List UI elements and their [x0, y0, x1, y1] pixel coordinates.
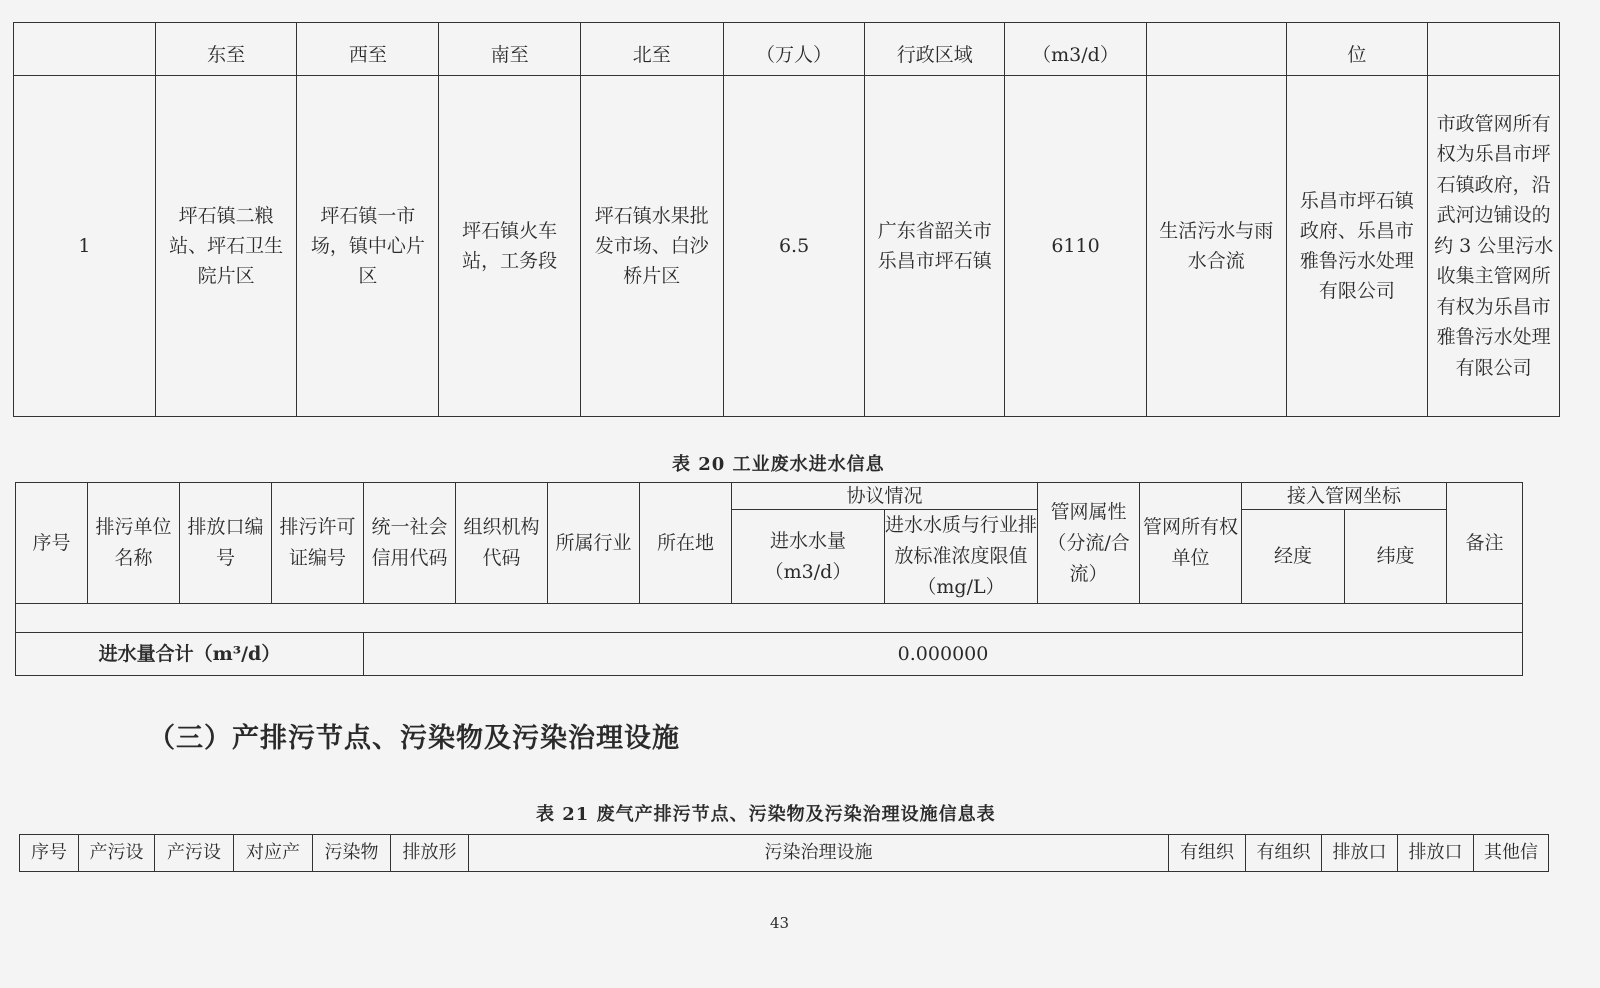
header-north: 北至 — [580, 23, 723, 76]
header-outlet: 排放口编号 — [180, 483, 272, 604]
header-east: 东至 — [155, 23, 297, 76]
empty-row — [16, 604, 1523, 633]
header-permit: 排污许可证编号 — [272, 483, 364, 604]
header-owner: 管网所有权单位 — [1140, 483, 1242, 604]
header-cell — [14, 23, 156, 76]
header-attr: 管网属性（分流/合流） — [1038, 483, 1140, 604]
header-cell — [1428, 23, 1560, 76]
cell-population: 6.5 — [723, 76, 865, 417]
table-row — [14, 76, 1560, 417]
header-other: 其他信 — [1474, 835, 1549, 872]
header-emission-form: 排放形 — [391, 835, 469, 872]
header-west: 西至 — [297, 23, 439, 76]
total-value: 0.000000 — [364, 633, 1523, 676]
cell-type: 生活污水与雨水合流 — [1146, 76, 1286, 417]
header-location: 所在地 — [640, 483, 732, 604]
header-flow: （m3/d） — [1005, 23, 1147, 76]
total-row — [16, 633, 1523, 676]
header-treatment: 污染治理设施 — [469, 835, 1169, 872]
header-index: 序号 — [16, 483, 88, 604]
cell-region: 广东省韶关市乐昌市坪石镇 — [865, 76, 1005, 417]
header-pollutant: 污染物 — [313, 835, 391, 872]
header-cell — [1146, 23, 1286, 76]
cell-north: 坪石镇水果批发市场、白沙桥片区 — [580, 76, 723, 417]
header-region: 行政区域 — [865, 23, 1005, 76]
cell-west: 坪石镇一市场，镇中心片区 — [297, 76, 439, 417]
table-header-row — [20, 835, 1549, 872]
header-process: 对应产 — [234, 835, 313, 872]
air-pollution-table — [19, 834, 1549, 872]
header-position: 位 — [1286, 23, 1428, 76]
header-industry: 所属行业 — [548, 483, 640, 604]
header-credit: 统一社会信用代码 — [364, 483, 456, 604]
header-outlet: 排放口 — [1322, 835, 1398, 872]
header-lon: 经度 — [1242, 510, 1345, 604]
table-header-row — [16, 483, 1523, 510]
header-population: （万人） — [723, 23, 865, 76]
industrial-inflow-table — [15, 482, 1523, 676]
header-outlet: 排放口 — [1398, 835, 1474, 872]
cell-flow: 6110 — [1005, 76, 1147, 417]
total-label: 进水量合计（m³/d） — [16, 633, 364, 676]
header-source-device: 产污设 — [155, 835, 234, 872]
cell-south: 坪石镇火车站，工务段 — [439, 76, 581, 417]
header-org: 组织机构代码 — [456, 483, 548, 604]
header-lat: 纬度 — [1345, 510, 1447, 604]
table-header-row — [14, 23, 1560, 76]
header-quality: 进水水质与行业排放标准浓度限值（mg/L） — [885, 510, 1038, 604]
header-organized: 有组织 — [1246, 835, 1322, 872]
cell-ownership: 市政管网所有权为乐昌市坪石镇政府，沿武河边铺设的约 3 公里污水收集主管网所有权为乐昌市雅鲁污水处理有限公司 — [1428, 76, 1560, 417]
header-name: 排污单位名称 — [88, 483, 180, 604]
table21-caption: 表 21 废气产排污节点、污染物及污染治理设施信息表 — [536, 804, 996, 825]
cell-east: 坪石镇二粮站、坪石卫生院片区 — [155, 76, 297, 417]
wastewater-collection-table — [13, 22, 1560, 417]
table-row — [16, 604, 1523, 633]
header-source-device: 产污设 — [79, 835, 155, 872]
header-inflow: 进水水量（m3/d） — [732, 510, 885, 604]
row-index: 1 — [14, 76, 156, 417]
page-number: 43 — [770, 914, 790, 932]
header-index: 序号 — [20, 835, 79, 872]
header-agreement: 协议情况 — [732, 483, 1038, 510]
table20-caption: 表 20 工业废水进水信息 — [672, 454, 885, 475]
header-south: 南至 — [439, 23, 581, 76]
header-coords: 接入管网坐标 — [1242, 483, 1447, 510]
header-organized: 有组织 — [1169, 835, 1246, 872]
cell-unit: 乐昌市坪石镇政府、乐昌市雅鲁污水处理有限公司 — [1286, 76, 1428, 417]
section-title: （三）产排污节点、污染物及污染治理设施 — [148, 723, 680, 754]
header-note: 备注 — [1447, 483, 1523, 604]
